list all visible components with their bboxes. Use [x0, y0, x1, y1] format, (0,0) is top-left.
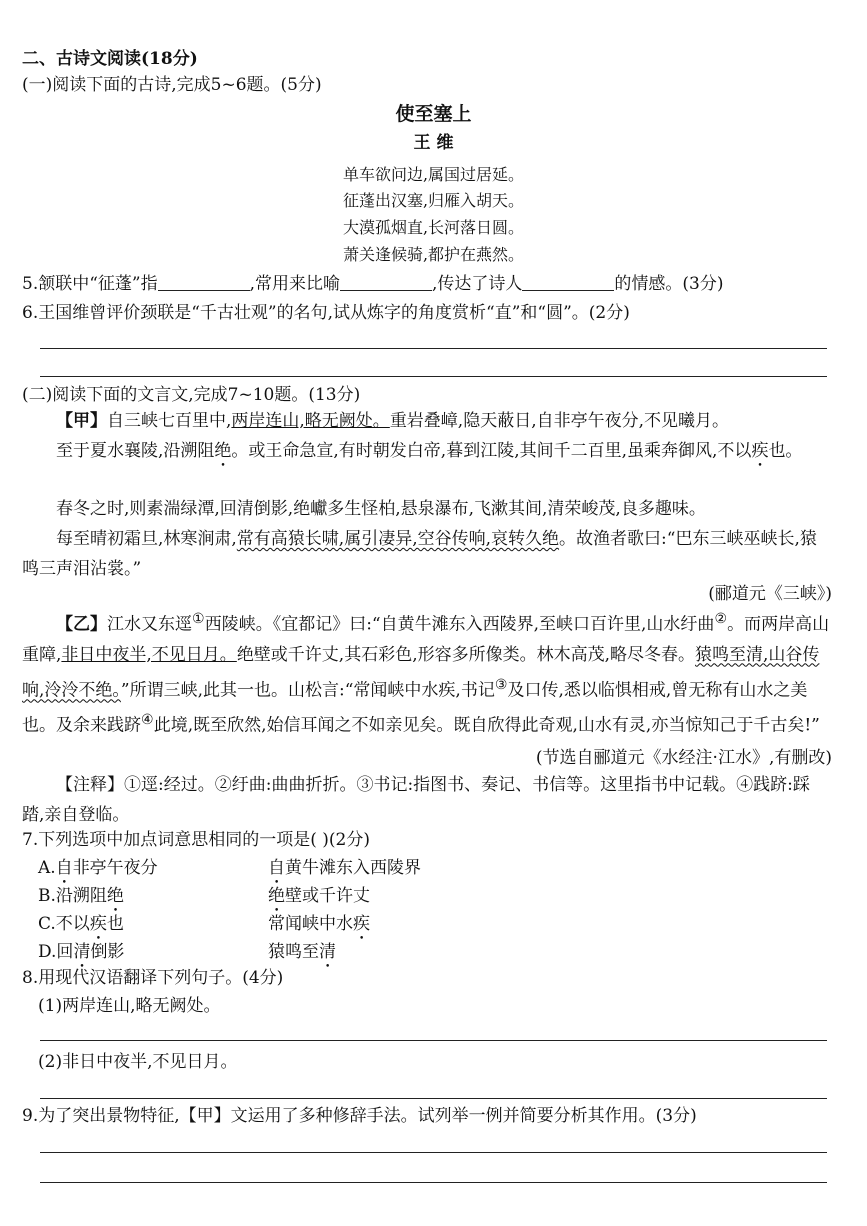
option-text: 猿鸣至 [268, 942, 319, 962]
dotted-word: 疾 [751, 441, 769, 461]
footnote-marker: ① [192, 611, 205, 627]
part1-intro: (一)阅读下面的古诗,完成5~6题。(5分) [22, 75, 322, 95]
jia-text: 也。 [768, 441, 803, 461]
dotted-word: 清 [319, 942, 336, 962]
jia-paragraph-3: 春冬之时,则素湍绿潭,回清倒影,绝巘多生怪柏,悬泉瀑布,飞漱其间,清荣峻茂,良多趣味。 [56, 499, 706, 519]
poem-line-4: 萧关逢候骑,都护在燕然。 [342, 245, 525, 264]
q5-text-b: ,常用来比喻 [249, 274, 341, 294]
jia-source: (郦道元《三峡》) [708, 584, 832, 604]
poem-line-2: 征蓬出汉塞,归雁入胡天。 [342, 191, 525, 210]
dotted-word: 清 [73, 942, 91, 962]
poem-line-1: 单车欲问边,属国过居延。 [342, 165, 525, 184]
footnote-marker: ③ [494, 676, 508, 693]
q5-text-a: 5.颔联中“征蓬”指 [22, 274, 158, 294]
question-9: 9.为了突出景物特征,【甲】文运用了多种修辞手法。试列举一例并简要分析其作用。(3分) [22, 1106, 697, 1126]
option-text: 非亭午夜分 [72, 858, 158, 878]
option-text: 壁或千许丈 [285, 886, 370, 906]
jia-text: 自三峡七百里中, [107, 411, 232, 431]
option-text: A. [38, 858, 56, 878]
dotted-word: 自 [55, 858, 73, 878]
jia-paragraph-2 [22, 436, 832, 471]
dotted-word: 疾 [89, 914, 107, 934]
q8-sentence-2: (2)非日中夜半,不见日月。 [38, 1052, 238, 1072]
dotted-word: 自 [268, 858, 285, 878]
jia-text: 每至晴初霜旦,林寒涧肃, [56, 529, 237, 549]
jia-text: 重岩叠嶂,隐天蔽日,自非亭午夜分,不见曦月。 [389, 411, 730, 431]
question-8: 8.用现代汉语翻译下列句子。(4分) [22, 968, 284, 988]
option-text: 黄牛滩东入西陵界 [285, 858, 421, 878]
option-text: D.回 [38, 942, 74, 962]
part2-intro: (二)阅读下面的文言文,完成7~10题。(13分) [22, 385, 361, 405]
answer-line[interactable] [40, 1098, 827, 1099]
footnote-marker: ② [714, 611, 728, 627]
answer-line[interactable] [40, 1040, 827, 1041]
yi-label: 【乙】 [56, 614, 107, 635]
yi-text: 及口传,悉以临惧相戒,曾无称有山水之美也。及余来践跻 [22, 680, 808, 736]
yi-text: 江水又东逕 [107, 614, 192, 635]
yi-source: (节选自郦道元《水经注·江水》,有删改) [535, 748, 832, 768]
wavy-underlined-sentence: 猿鸣至清,山谷传响,泠泠不绝。 [22, 644, 820, 701]
yi-text: 。而两岸高山重障, [22, 614, 830, 665]
answer-line[interactable] [40, 376, 827, 377]
poem-line-3: 大漠孤烟直,长河落日圆。 [342, 218, 525, 237]
q5-blank-1[interactable] [158, 274, 250, 291]
jia-text: 。故渔者歌曰:“巴东三峡巫峡长,猿鸣三声泪沾裳。” [22, 529, 817, 579]
jia-text: 。或王命急宣,有时朝发白帝,暮到江陵,其间千二百里,虽乘奔御风,不以 [231, 441, 752, 461]
q8-sentence-1: (1)两岸连山,略无阙处。 [38, 996, 221, 1016]
jia-label: 【甲】 [56, 411, 107, 431]
q5-text-c: ,传达了诗人 [432, 274, 523, 294]
yi-text: 西陵峡。《宜都记》曰:“自黄牛滩东入西陵界,至峡口百许里,山水纡曲 [204, 614, 715, 635]
underlined-sentence: 非日中夜半,不见日月。 [61, 644, 237, 665]
answer-line[interactable] [40, 1182, 827, 1183]
q5-blank-3[interactable] [522, 274, 614, 291]
answer-line[interactable] [40, 1152, 827, 1153]
option-text: 倒影 [90, 942, 125, 962]
section-heading: 二、古诗文阅读(18分) [22, 49, 198, 69]
dotted-word: 绝 [106, 886, 124, 906]
option-text: 常闻峡中水 [268, 914, 353, 934]
yi-text: 绝壁或千许丈,其石彩色,形容多所像类。林木高茂,略尽冬春。 [236, 644, 696, 665]
answer-line[interactable] [40, 348, 827, 349]
jia-paragraph-4 [22, 524, 832, 584]
underlined-sentence: 两岸连山,略无阙处。 [231, 411, 390, 431]
poem-author: 王 维 [413, 133, 454, 153]
yi-text: 此境,既至欣然,始信耳闻之不如亲见矣。既自欣得此奇观,山水有灵,亦当惊知己于千古矣!” [153, 715, 820, 736]
option-text: 也 [106, 914, 124, 934]
dotted-word: 绝 [268, 886, 285, 906]
notes: 【注释】①逕:经过。②纡曲:曲曲折折。③书记:指图书、奏记、书信等。这里指书中记载。④践跻:踩踏,亲自登临。 [22, 775, 810, 825]
poem-title: 使至塞上 [395, 103, 472, 125]
question-5 [22, 272, 724, 296]
question-7: 7.下列选项中加点词意思相同的一项是( )(2分) [22, 830, 370, 850]
dotted-word: 绝 [214, 441, 232, 461]
jia-paragraph-1 [22, 406, 832, 436]
option-text: B.沿溯阻 [38, 886, 107, 906]
option-text: C.不以 [38, 914, 90, 934]
dotted-word: 疾 [353, 914, 370, 934]
yi-paragraph [22, 604, 832, 741]
yi-text: ”所谓三峡,此其一也。山松言:“常闻峡中水疾,书记 [120, 680, 495, 701]
jia-text: 至于夏水襄陵,沿溯阻 [56, 441, 215, 461]
q5-blank-2[interactable] [340, 274, 432, 291]
wavy-underlined-sentence: 常有高猿长啸,属引凄异,空谷传响,哀转久绝 [236, 529, 560, 549]
q5-text-d: 的情感。(3分) [614, 274, 724, 294]
question-6: 6.王国维曾评价颈联是“千古壮观”的名句,试从炼字的角度赏析“直”和“圆”。(2分) [22, 303, 630, 323]
footnote-marker: ④ [141, 712, 154, 729]
